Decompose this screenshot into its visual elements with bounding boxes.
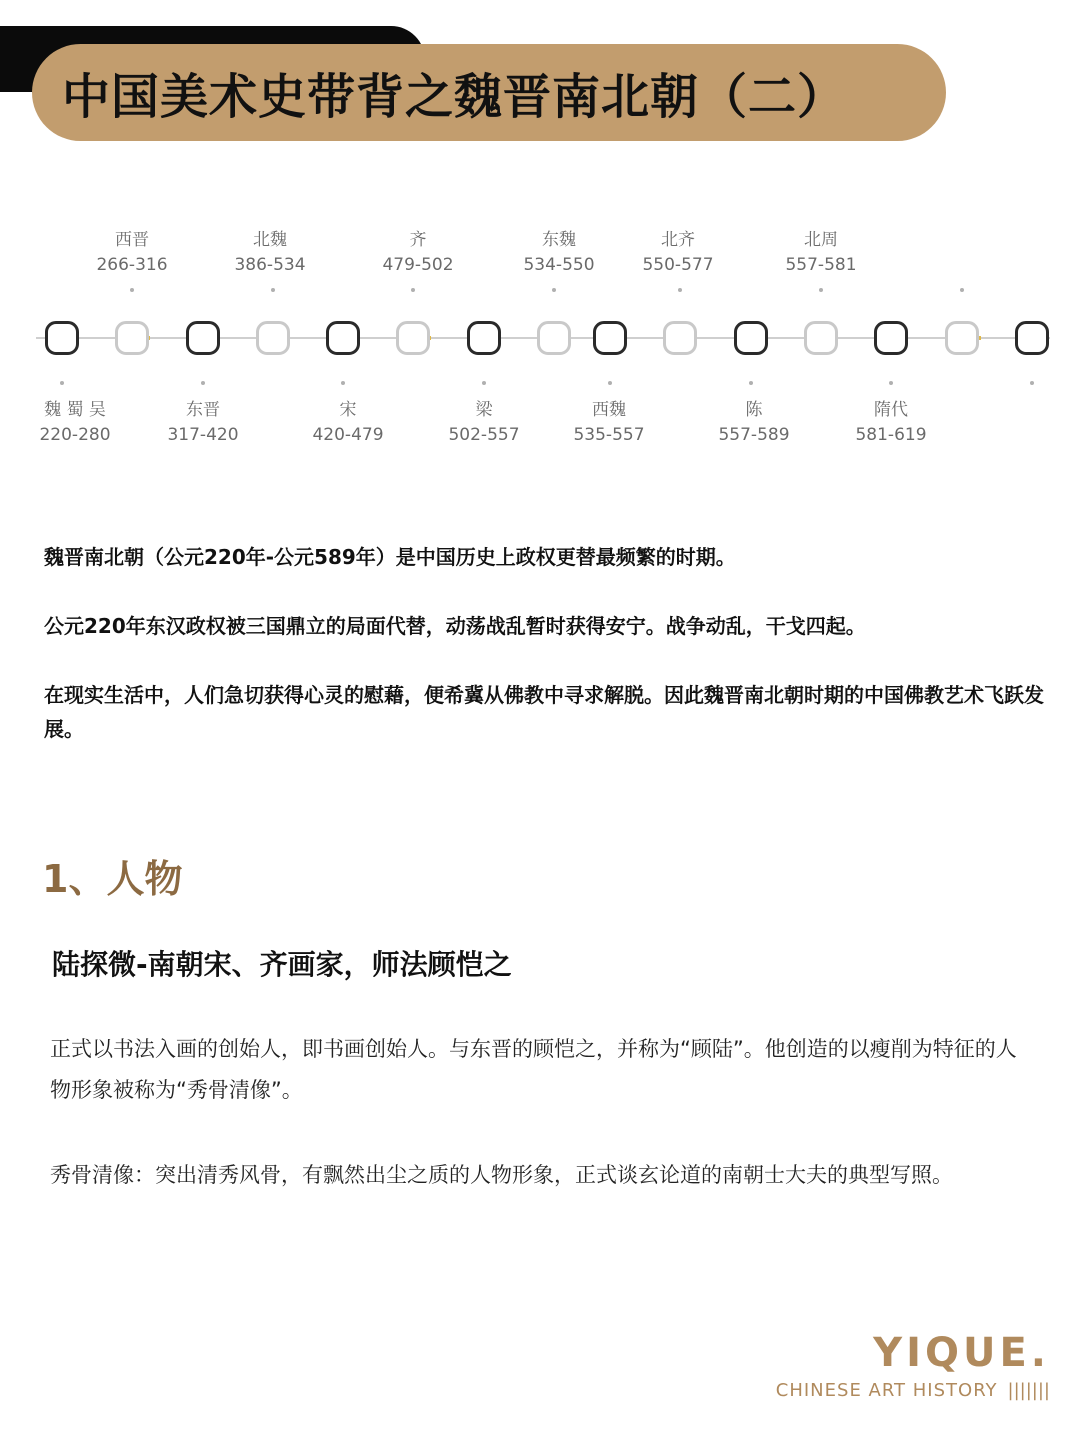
brand-bars: ||||||| [1007, 1380, 1050, 1401]
timeline-label-top: 西晋 266-316 [96, 230, 168, 275]
body-paragraph: 秀骨清像：突出清秀风骨，有飘然出尘之质的人物形象，正式谈玄论道的南朝士大夫的典型写照。 [50, 1163, 953, 1187]
title-banner [32, 44, 946, 141]
timeline-tick [552, 288, 556, 292]
brand-logo [750, 1330, 1050, 1401]
timeline-tick [201, 381, 205, 385]
brand-subtitle [750, 1380, 1050, 1401]
timeline-tick [960, 288, 964, 292]
timeline-tick [889, 381, 893, 385]
intro-paragraph: 在现实生活中，人们急切获得心灵的慰藉，便希冀从佛教中寻求解脱。因此魏晋南北朝时期的中国佛教艺术飞跃发展。 [44, 683, 1044, 741]
timeline-tick [411, 288, 415, 292]
timeline-node [45, 321, 79, 355]
timeline-tick [749, 381, 753, 385]
timeline-label-top: 北魏 386-534 [234, 230, 306, 275]
section-heading: 1、人物 [42, 857, 183, 901]
timeline-node [256, 321, 290, 355]
body-paragraph: 正式以书法入画的创始人，即书画创始人。与东晋的顾恺之，并称为“顾陆”。他创造的以瘦削为特征的人物形象被称为“秀骨清像”。 [50, 1037, 1017, 1102]
timeline-label-top: 北齐 550-577 [642, 230, 714, 275]
timeline-node [945, 321, 979, 355]
timeline-node [326, 321, 360, 355]
timeline-label-top: 齐 479-502 [382, 230, 454, 275]
timeline-tick [819, 288, 823, 292]
timeline-node [1015, 321, 1049, 355]
dynasty-timeline [0, 220, 1080, 460]
timeline-node [804, 321, 838, 355]
timeline-tick [482, 381, 486, 385]
intro-paragraph: 魏晋南北朝（公元220年-公元589年）是中国历史上政权更替最频繁的时期。 [44, 545, 736, 569]
sub-heading: 陆探微-南朝宋、齐画家，师法顾恺之 [52, 948, 512, 981]
timeline-label-bottom: 魏 蜀 吴 220-280 [39, 400, 111, 445]
timeline-label-bottom: 梁 502-557 [448, 400, 520, 445]
timeline-node [663, 321, 697, 355]
timeline-tick [608, 381, 612, 385]
timeline-node [734, 321, 768, 355]
timeline-node [874, 321, 908, 355]
timeline-label-bottom: 东晋 317-420 [167, 400, 239, 445]
timeline-label-bottom: 隋代 581-619 [855, 400, 927, 445]
timeline-label-top: 东魏 534-550 [523, 230, 595, 275]
timeline-label-bottom: 西魏 535-557 [573, 400, 645, 445]
timeline-label-bottom: 宋 420-479 [312, 400, 384, 445]
intro-paragraph: 公元220年东汉政权被三国鼎立的局面代替，动荡战乱暂时获得安宁。战争动乱，干戈四起。 [44, 614, 866, 638]
timeline-node [467, 321, 501, 355]
timeline-tick [271, 288, 275, 292]
timeline-node [396, 321, 430, 355]
timeline-tick [341, 381, 345, 385]
brand-subtitle-text: CHINESE ART HISTORY [775, 1380, 998, 1401]
timeline-tick [60, 381, 64, 385]
timeline-tick [678, 288, 682, 292]
timeline-node [186, 321, 220, 355]
timeline-tick [130, 288, 134, 292]
timeline-node [115, 321, 149, 355]
page-title: 中国美术史带背之魏晋南北朝（二） [62, 69, 847, 125]
intro-text [44, 540, 1044, 746]
timeline-tick [1030, 381, 1034, 385]
timeline-label-top: 北周 557-581 [785, 230, 857, 275]
brand-name: YIQUE. [873, 1330, 1050, 1376]
timeline-node [593, 321, 627, 355]
timeline-node [537, 321, 571, 355]
timeline-label-bottom: 陈 557-589 [718, 400, 790, 445]
